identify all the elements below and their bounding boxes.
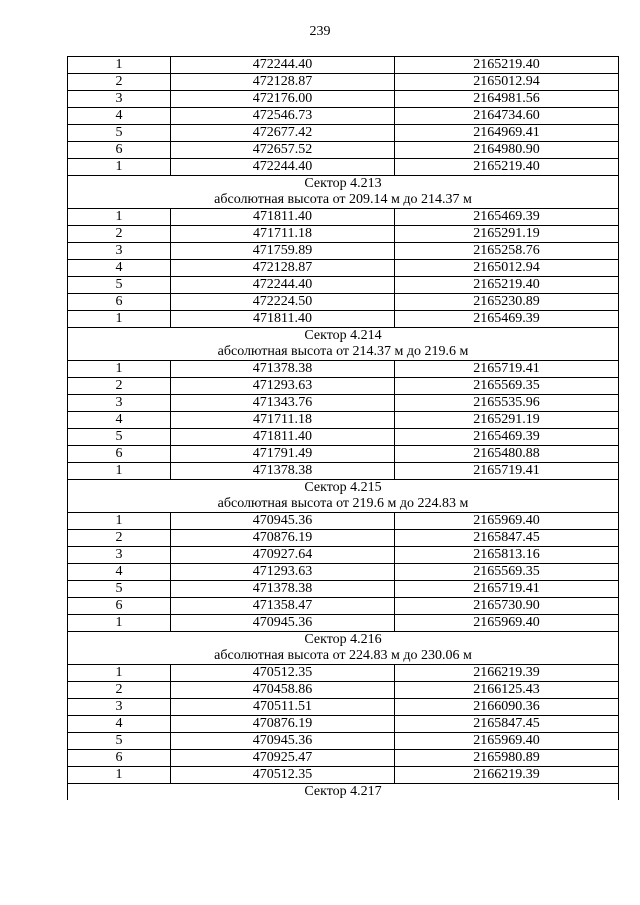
y-coordinate: 2165719.41 bbox=[395, 581, 619, 598]
table-row bbox=[68, 209, 619, 226]
table-row bbox=[68, 615, 619, 632]
table-row bbox=[68, 260, 619, 277]
point-number: 4 bbox=[68, 716, 171, 733]
point-number: 1 bbox=[68, 57, 171, 74]
x-coordinate: 471293.63 bbox=[171, 564, 395, 581]
y-coordinate: 2165719.41 bbox=[395, 361, 619, 378]
sector-title: Сектор 4.213 bbox=[68, 176, 619, 193]
x-coordinate: 471343.76 bbox=[171, 395, 395, 412]
table-row bbox=[68, 429, 619, 446]
table-row bbox=[68, 564, 619, 581]
x-coordinate: 470512.35 bbox=[171, 665, 395, 682]
x-coordinate: 471293.63 bbox=[171, 378, 395, 395]
sector-title: Сектор 4.217 bbox=[68, 784, 619, 801]
x-coordinate: 470925.47 bbox=[171, 750, 395, 767]
y-coordinate: 2166090.36 bbox=[395, 699, 619, 716]
point-number: 3 bbox=[68, 91, 171, 108]
x-coordinate: 470945.36 bbox=[171, 615, 395, 632]
y-coordinate: 2165258.76 bbox=[395, 243, 619, 260]
y-coordinate: 2166219.39 bbox=[395, 665, 619, 682]
x-coordinate: 470927.64 bbox=[171, 547, 395, 564]
point-number: 1 bbox=[68, 767, 171, 784]
table-row bbox=[68, 665, 619, 682]
sector-header-row bbox=[68, 176, 619, 193]
point-number: 1 bbox=[68, 159, 171, 176]
point-number: 5 bbox=[68, 429, 171, 446]
table-row bbox=[68, 716, 619, 733]
table-row bbox=[68, 378, 619, 395]
sector-header-row bbox=[68, 784, 619, 801]
point-number: 3 bbox=[68, 243, 171, 260]
height-range: абсолютная высота от 209.14 м до 214.37 м bbox=[68, 192, 619, 209]
y-coordinate: 2165230.89 bbox=[395, 294, 619, 311]
y-coordinate: 2166125.43 bbox=[395, 682, 619, 699]
table-row bbox=[68, 547, 619, 564]
table-row bbox=[68, 750, 619, 767]
height-range-row bbox=[68, 192, 619, 209]
y-coordinate: 2165219.40 bbox=[395, 159, 619, 176]
y-coordinate: 2165469.39 bbox=[395, 429, 619, 446]
y-coordinate: 2165847.45 bbox=[395, 716, 619, 733]
y-coordinate: 2165291.19 bbox=[395, 226, 619, 243]
x-coordinate: 472546.73 bbox=[171, 108, 395, 125]
point-number: 1 bbox=[68, 361, 171, 378]
point-number: 2 bbox=[68, 226, 171, 243]
table-row bbox=[68, 581, 619, 598]
point-number: 4 bbox=[68, 412, 171, 429]
table-row bbox=[68, 226, 619, 243]
x-coordinate: 471791.49 bbox=[171, 446, 395, 463]
point-number: 1 bbox=[68, 615, 171, 632]
table-row bbox=[68, 463, 619, 480]
y-coordinate: 2165012.94 bbox=[395, 260, 619, 277]
point-number: 5 bbox=[68, 581, 171, 598]
coordinates-table-body bbox=[68, 57, 619, 801]
y-coordinate: 2164981.56 bbox=[395, 91, 619, 108]
point-number: 1 bbox=[68, 311, 171, 328]
point-number: 1 bbox=[68, 209, 171, 226]
table-row bbox=[68, 530, 619, 547]
point-number: 4 bbox=[68, 260, 171, 277]
y-coordinate: 2165569.35 bbox=[395, 378, 619, 395]
table-row bbox=[68, 294, 619, 311]
point-number: 6 bbox=[68, 750, 171, 767]
page-number: 239 bbox=[309, 24, 331, 39]
table-row bbox=[68, 159, 619, 176]
table-row bbox=[68, 311, 619, 328]
point-number: 5 bbox=[68, 125, 171, 142]
x-coordinate: 472657.52 bbox=[171, 142, 395, 159]
x-coordinate: 471811.40 bbox=[171, 311, 395, 328]
y-coordinate: 2165012.94 bbox=[395, 74, 619, 91]
x-coordinate: 470876.19 bbox=[171, 530, 395, 547]
y-coordinate: 2165469.39 bbox=[395, 209, 619, 226]
x-coordinate: 471358.47 bbox=[171, 598, 395, 615]
table-row bbox=[68, 395, 619, 412]
table-row bbox=[68, 733, 619, 750]
y-coordinate: 2165469.39 bbox=[395, 311, 619, 328]
point-number: 1 bbox=[68, 463, 171, 480]
point-number: 6 bbox=[68, 446, 171, 463]
point-number: 6 bbox=[68, 294, 171, 311]
table-row bbox=[68, 598, 619, 615]
x-coordinate: 471378.38 bbox=[171, 361, 395, 378]
sector-header-row bbox=[68, 480, 619, 497]
point-number: 5 bbox=[68, 733, 171, 750]
table-row bbox=[68, 142, 619, 159]
y-coordinate: 2165847.45 bbox=[395, 530, 619, 547]
x-coordinate: 470458.86 bbox=[171, 682, 395, 699]
sector-title: Сектор 4.214 bbox=[68, 328, 619, 345]
x-coordinate: 471759.89 bbox=[171, 243, 395, 260]
x-coordinate: 471378.38 bbox=[171, 581, 395, 598]
table-row bbox=[68, 682, 619, 699]
y-coordinate: 2165969.40 bbox=[395, 513, 619, 530]
sector-title: Сектор 4.216 bbox=[68, 632, 619, 649]
sector-header-row bbox=[68, 328, 619, 345]
table-row bbox=[68, 361, 619, 378]
table-row bbox=[68, 412, 619, 429]
y-coordinate: 2165719.41 bbox=[395, 463, 619, 480]
point-number: 5 bbox=[68, 277, 171, 294]
table-row bbox=[68, 277, 619, 294]
x-coordinate: 472176.00 bbox=[171, 91, 395, 108]
table-row bbox=[68, 74, 619, 91]
table-row bbox=[68, 446, 619, 463]
table-row bbox=[68, 767, 619, 784]
height-range: абсолютная высота от 214.37 м до 219.6 м bbox=[68, 344, 619, 361]
table-row bbox=[68, 125, 619, 142]
x-coordinate: 470945.36 bbox=[171, 513, 395, 530]
height-range: абсолютная высота от 219.6 м до 224.83 м bbox=[68, 496, 619, 513]
x-coordinate: 471811.40 bbox=[171, 209, 395, 226]
point-number: 6 bbox=[68, 598, 171, 615]
point-number: 3 bbox=[68, 699, 171, 716]
point-number: 6 bbox=[68, 142, 171, 159]
table-row bbox=[68, 243, 619, 260]
y-coordinate: 2165969.40 bbox=[395, 615, 619, 632]
table-row bbox=[68, 699, 619, 716]
y-coordinate: 2165730.90 bbox=[395, 598, 619, 615]
height-range-row bbox=[68, 496, 619, 513]
x-coordinate: 472677.42 bbox=[171, 125, 395, 142]
sector-title: Сектор 4.215 bbox=[68, 480, 619, 497]
coordinates-table bbox=[67, 56, 619, 800]
y-coordinate: 2165480.88 bbox=[395, 446, 619, 463]
point-number: 2 bbox=[68, 378, 171, 395]
point-number: 4 bbox=[68, 564, 171, 581]
point-number: 3 bbox=[68, 547, 171, 564]
point-number: 2 bbox=[68, 682, 171, 699]
point-number: 4 bbox=[68, 108, 171, 125]
sector-header-row bbox=[68, 632, 619, 649]
point-number: 3 bbox=[68, 395, 171, 412]
x-coordinate: 472244.40 bbox=[171, 57, 395, 74]
x-coordinate: 471711.18 bbox=[171, 226, 395, 243]
x-coordinate: 471811.40 bbox=[171, 429, 395, 446]
y-coordinate: 2166219.39 bbox=[395, 767, 619, 784]
x-coordinate: 472128.87 bbox=[171, 260, 395, 277]
x-coordinate: 472128.87 bbox=[171, 74, 395, 91]
x-coordinate: 471711.18 bbox=[171, 412, 395, 429]
x-coordinate: 472224.50 bbox=[171, 294, 395, 311]
y-coordinate: 2165291.19 bbox=[395, 412, 619, 429]
x-coordinate: 472244.40 bbox=[171, 277, 395, 294]
y-coordinate: 2165569.35 bbox=[395, 564, 619, 581]
y-coordinate: 2164969.41 bbox=[395, 125, 619, 142]
table-row bbox=[68, 91, 619, 108]
table-row bbox=[68, 57, 619, 74]
x-coordinate: 470512.35 bbox=[171, 767, 395, 784]
point-number: 2 bbox=[68, 530, 171, 547]
table-row bbox=[68, 108, 619, 125]
x-coordinate: 472244.40 bbox=[171, 159, 395, 176]
point-number: 1 bbox=[68, 513, 171, 530]
x-coordinate: 470876.19 bbox=[171, 716, 395, 733]
y-coordinate: 2165535.96 bbox=[395, 395, 619, 412]
y-coordinate: 2165980.89 bbox=[395, 750, 619, 767]
height-range: абсолютная высота от 224.83 м до 230.06 м bbox=[68, 648, 619, 665]
y-coordinate: 2165813.16 bbox=[395, 547, 619, 564]
y-coordinate: 2165219.40 bbox=[395, 277, 619, 294]
x-coordinate: 470945.36 bbox=[171, 733, 395, 750]
y-coordinate: 2164980.90 bbox=[395, 142, 619, 159]
y-coordinate: 2164734.60 bbox=[395, 108, 619, 125]
height-range-row bbox=[68, 344, 619, 361]
point-number: 2 bbox=[68, 74, 171, 91]
y-coordinate: 2165219.40 bbox=[395, 57, 619, 74]
height-range-row bbox=[68, 648, 619, 665]
point-number: 1 bbox=[68, 665, 171, 682]
x-coordinate: 471378.38 bbox=[171, 463, 395, 480]
table-row bbox=[68, 513, 619, 530]
x-coordinate: 470511.51 bbox=[171, 699, 395, 716]
y-coordinate: 2165969.40 bbox=[395, 733, 619, 750]
